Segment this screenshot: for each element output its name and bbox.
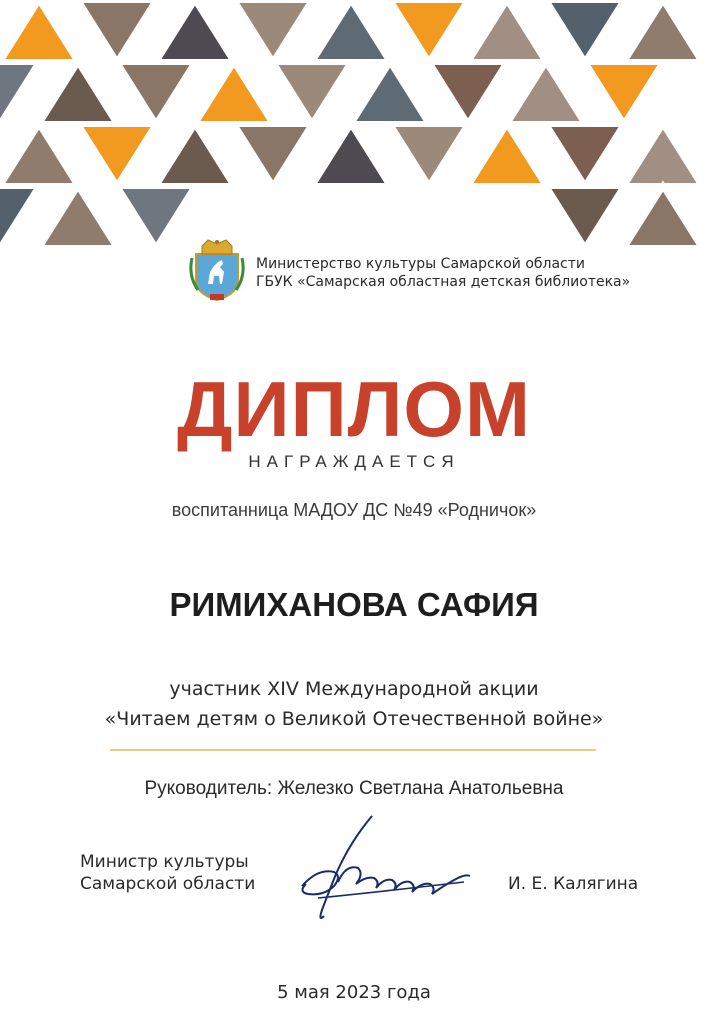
handwritten-signature xyxy=(288,812,478,932)
mosaic-orange-triangle xyxy=(78,124,156,186)
recipient-affiliation: воспитанница МАДОУ ДС №49 «Родничок» xyxy=(171,500,537,520)
mosaic-orange-triangle xyxy=(390,0,468,62)
mosaic-photo-triangle xyxy=(624,124,702,186)
mosaic-photo-triangle xyxy=(39,186,117,248)
mosaic-orange-triangle xyxy=(468,124,546,186)
samara-coat-of-arms-icon xyxy=(188,236,246,302)
participation-line-1: участник XIV Международной акции xyxy=(169,678,539,700)
mosaic-photo-triangle xyxy=(117,62,195,124)
mosaic-orange-triangle xyxy=(195,62,273,124)
mosaic-photo-triangle xyxy=(117,186,195,248)
mosaic-photo-triangle xyxy=(0,124,78,186)
mosaic-photo-triangle xyxy=(546,124,624,186)
mosaic-orange-triangle xyxy=(0,0,78,62)
participation-line-2: «Читаем детям о Великой Отечественной войне» xyxy=(104,708,604,730)
mosaic-photo-triangle xyxy=(624,0,702,62)
supervisor-line: Руководитель: Железко Светлана Анатольевна xyxy=(144,778,564,799)
mosaic-photo-triangle xyxy=(234,0,312,62)
issuer-header xyxy=(188,236,648,302)
mosaic-photo-triangle xyxy=(507,62,585,124)
mosaic-photo-triangle xyxy=(234,124,312,186)
diploma-title: ДИПЛОМ xyxy=(176,365,532,453)
mosaic-photo-triangle xyxy=(156,124,234,186)
awarded-caption: НАГРАЖДАЕТСЯ xyxy=(248,452,460,471)
mosaic-photo-triangle xyxy=(0,186,39,248)
signatory-name: И. Е. Калягина xyxy=(508,874,639,894)
mosaic-photo-triangle xyxy=(351,62,429,124)
signatory-title-line-2: Самарской области xyxy=(80,874,256,894)
ministry-name: Министерство культуры Самарской области xyxy=(256,256,585,272)
mosaic-photo-triangle xyxy=(312,124,390,186)
mosaic-photo-triangle xyxy=(390,124,468,186)
recipient-name: РИМИХАНОВА САФИЯ xyxy=(169,586,539,623)
mosaic-photo-triangle xyxy=(78,0,156,62)
library-name: ГБУК «Самарская областная детская библиотека» xyxy=(256,274,631,290)
mosaic-photo-triangle xyxy=(546,0,624,62)
signatory-title-line-1: Министр культуры xyxy=(80,852,249,872)
mosaic-photo-triangle xyxy=(0,62,39,124)
mosaic-photo-triangle xyxy=(468,0,546,62)
mosaic-photo-triangle xyxy=(273,62,351,124)
mosaic-orange-triangle xyxy=(585,62,663,124)
issue-date: 5 мая 2023 года xyxy=(277,982,431,1003)
mosaic-photo-triangle xyxy=(312,0,390,62)
mosaic-photo-triangle xyxy=(429,62,507,124)
mosaic-photo-triangle xyxy=(39,62,117,124)
divider-rule xyxy=(110,749,596,751)
mosaic-photo-triangle xyxy=(156,0,234,62)
